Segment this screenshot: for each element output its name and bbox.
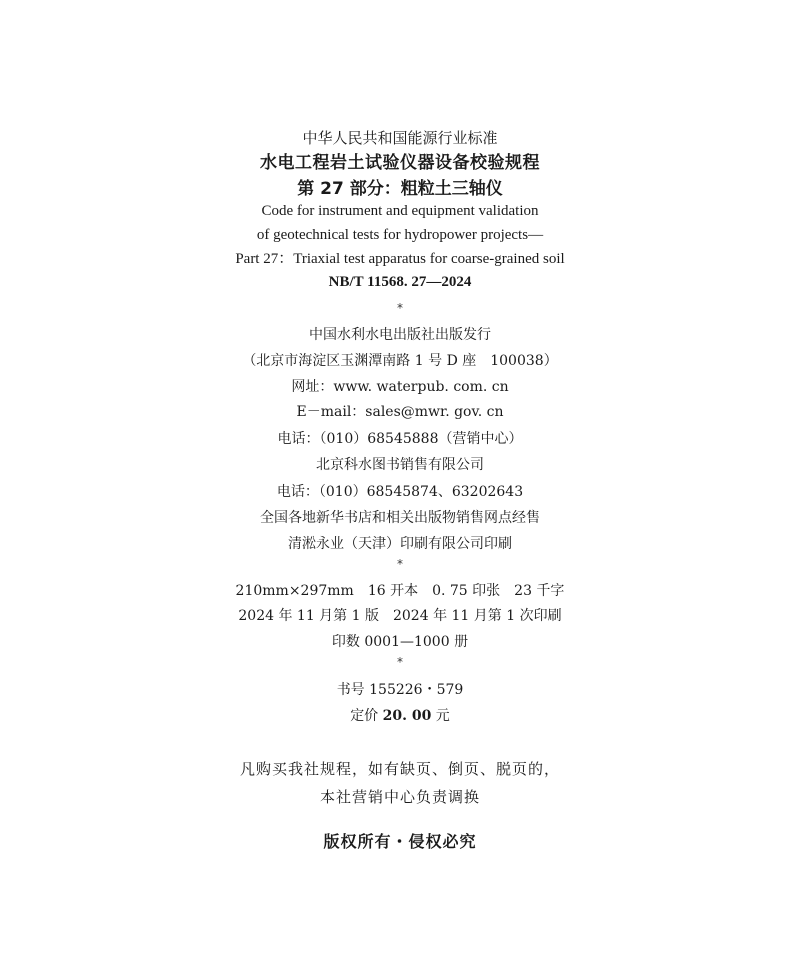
return-notice-line-1: 凡购买我社规程，如有缺页、倒页、脱页的， bbox=[239, 760, 560, 778]
publisher-phone: 电话：（010）68545888（营销中心） bbox=[277, 431, 523, 447]
format-info: 210mm×297mm 16 开本 0. 75 印张 23 千字 bbox=[235, 583, 565, 599]
distributor-phone: 电话：（010）68545874、63202643 bbox=[276, 484, 524, 500]
printer-name: 清淞永业（天津）印刷有限公司印刷 bbox=[288, 536, 512, 552]
publisher-email: E－mail：sales@mwr. gov. cn bbox=[296, 404, 504, 420]
title-english-line-2: of geotechnical tests for hydropower projects— bbox=[256, 227, 544, 243]
price-unit: 元 bbox=[431, 708, 450, 724]
title-chinese: 水电工程岩土试验仪器设备校验规程 bbox=[260, 153, 540, 173]
book-number: 书号 155226・579 bbox=[336, 682, 464, 698]
price-value: 20. 00 bbox=[382, 708, 432, 724]
standard-type: 中华人民共和国能源行业标准 bbox=[302, 129, 498, 147]
print-count: 印数 0001—1000 册 bbox=[331, 634, 469, 650]
publisher-website: 网址：www. waterpub. com. cn bbox=[291, 379, 509, 395]
separator-asterisk: * bbox=[397, 655, 403, 669]
standard-number: NB/T 11568. 27—2024 bbox=[328, 274, 472, 290]
price bbox=[0, 709, 800, 723]
copyright-notice: 版权所有・侵权必究 bbox=[323, 832, 477, 851]
separator-asterisk: * bbox=[397, 557, 403, 571]
separator-asterisk: * bbox=[397, 301, 403, 315]
edition-info: 2024 年 11 月第 1 版 2024 年 11 月第 1 次印刷 bbox=[238, 608, 562, 624]
distributor-name: 北京科水图书销售有限公司 bbox=[316, 457, 484, 473]
publisher-address: （北京市海淀区玉渊潭南路 1 号 D 座 100038） bbox=[242, 353, 558, 369]
price-label: 定价 bbox=[350, 708, 383, 724]
part-title-chinese: 第 27 部分：粗粒土三轴仪 bbox=[297, 179, 503, 199]
publisher-name: 中国水利水电出版社出版发行 bbox=[309, 327, 491, 343]
return-notice-line-2: 本社营销中心负责调换 bbox=[319, 788, 480, 806]
title-english-line-1: Code for instrument and equipment validation bbox=[261, 203, 539, 219]
sold-by-statement: 全国各地新华书店和相关出版物销售网点经售 bbox=[260, 510, 540, 526]
title-english-line-3: Part 27：Triaxial test apparatus for coarse-grained soil bbox=[235, 251, 565, 267]
